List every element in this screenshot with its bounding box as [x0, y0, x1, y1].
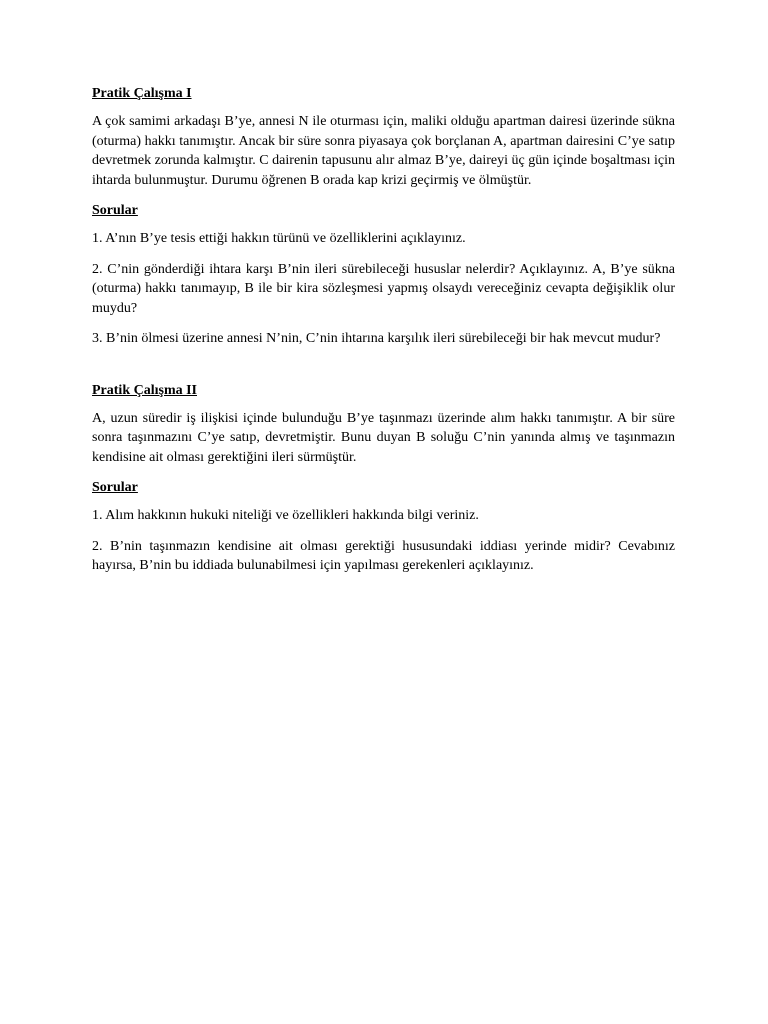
question-item: 2. B’nin taşınmazın kendisine ait olması gerektiği hususundaki iddiası yerinde midir? Cevabınız hayırsa, B’nin bu iddiada bulunabilmesi için yapılması gerekenleri açıklayınız. — [92, 538, 675, 573]
question-item: 3. B’nin ölmesi üzerine annesi N’nin, C’nin ihtarına karşılık ileri sürebileceği bir hak mevcut mudur? — [92, 331, 661, 346]
section-spacer — [92, 349, 675, 381]
scenario-paragraph: A çok samimi arkadaşı B’ye, annesi N ile oturması için, maliki olduğu apartman dairesi üzerinde sükna (oturma) hakkı tanımıştır. Ancak bir süre sonra piyasaya çok borçlanan A, apartman dairesini C’ye satıp devretmek zorunda kalmıştır. C dairenin tapusunu alır almaz B’ye, daireyi üç gün içinde boşaltması için ihtarda bulunmuştur. Durumu öğrenen B orada kap krizi geçirmiş ve ölmüştür. — [92, 114, 675, 188]
question-item: 1. Alım hakkının hukuki niteliği ve özellikleri hakkında bilgi veriniz. — [92, 508, 479, 523]
questions-heading: Sorular — [92, 480, 138, 495]
question-item: 2. C’nin gönderdiği ihtara karşı B’nin ileri sürebileceği hususlar nelerdir? Açıklayınız. A, B’ye sükna (oturma) hakkı tanımayıp, B ile bir kira sözleşmesi yapmış olsaydı vereceğiniz cevapta değişiklik olur muydu? — [92, 261, 675, 316]
section-pratik-calisma-2 — [92, 381, 675, 576]
section-pratik-calisma-1 — [92, 84, 675, 349]
section-title: Pratik Çalışma II — [92, 382, 197, 398]
document-page — [92, 84, 675, 576]
questions-heading: Sorular — [92, 203, 138, 218]
scenario-paragraph: A, uzun süredir iş ilişkisi içinde bulunduğu B’ye taşınmazı üzerinde alım hakkı tanımıştır. A bir süre sonra taşınmazını C’ye satıp, devretmiştir. Bunu duyan B soluğu C’nin yanında almış ve taşınmazın kendisine ait olması gerektiğini ileri sürmüştür. — [92, 410, 675, 465]
question-item: 1. A’nın B’ye tesis ettiği hakkın türünü ve özelliklerini açıklayınız. — [92, 231, 466, 246]
section-title: Pratik Çalışma I — [92, 86, 192, 101]
